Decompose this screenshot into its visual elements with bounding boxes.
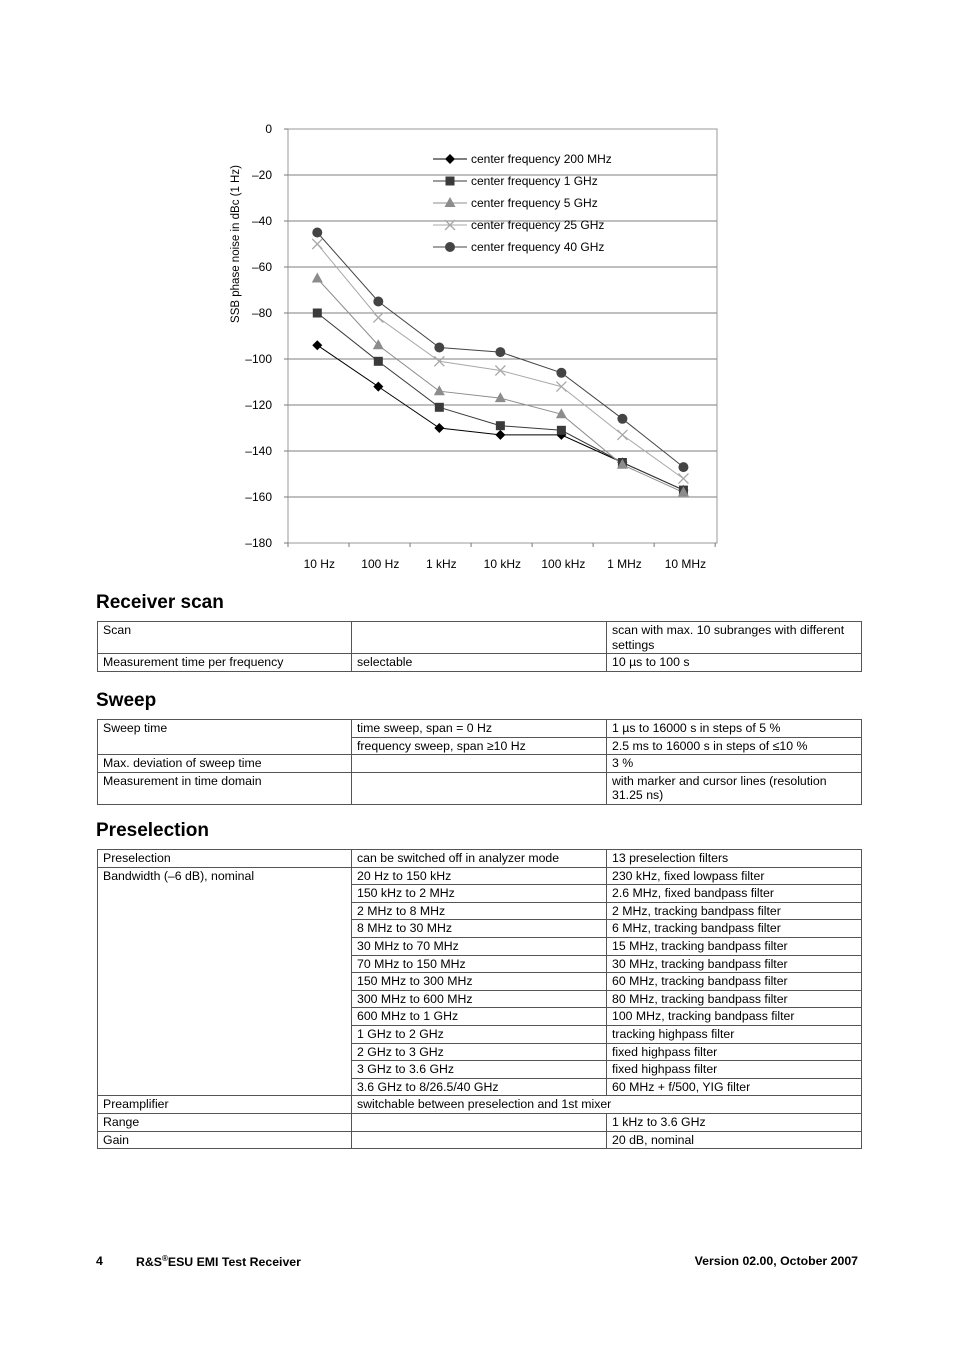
y-tick-label: –120: [245, 398, 272, 412]
table-row: [98, 867, 862, 885]
y-tick-label: –60: [251, 260, 272, 274]
legend-label: center frequency 40 GHz: [471, 240, 605, 254]
spec-condition: 30 MHz to 70 MHz: [352, 937, 607, 955]
data-point: [495, 347, 505, 357]
table-row: [98, 1131, 862, 1149]
spec-condition: 150 kHz to 2 MHz: [352, 885, 607, 903]
data-point: [312, 239, 322, 249]
y-tick-label: –140: [245, 444, 272, 458]
chart-series: [312, 228, 689, 497]
y-tick-label: –160: [245, 490, 272, 504]
spec-label: Sweep time: [98, 720, 352, 755]
y-axis-ticks: [245, 122, 288, 550]
spec-condition: 8 MHz to 30 MHz: [352, 920, 607, 938]
spec-value: fixed highpass filter: [607, 1061, 862, 1079]
spec-condition: selectable: [352, 654, 607, 672]
data-point: [617, 430, 627, 440]
spec-label: Gain: [98, 1131, 352, 1149]
footer-product-name: ESU EMI Test Receiver: [167, 1255, 301, 1270]
chart-legend: [433, 152, 612, 254]
section-title-receiver-scan: Receiver scan: [96, 592, 224, 613]
spec-condition: [352, 772, 607, 804]
spec-value: 2.6 MHz, fixed bandpass filter: [607, 885, 862, 903]
spec-condition: 300 MHz to 600 MHz: [352, 990, 607, 1008]
data-point: [313, 309, 322, 318]
spec-condition: 1 GHz to 2 GHz: [352, 1025, 607, 1043]
data-point: [556, 368, 566, 378]
data-point: [678, 462, 688, 472]
data-point: [678, 474, 688, 484]
spec-condition: 150 MHz to 300 MHz: [352, 973, 607, 991]
data-point: [312, 273, 323, 283]
legend-label: center frequency 25 GHz: [471, 218, 605, 232]
y-tick-label: –20: [251, 168, 272, 182]
spec-condition: 2 MHz to 8 MHz: [352, 902, 607, 920]
legend-marker: [446, 177, 455, 186]
spec-condition: can be switched off in analyzer mode: [352, 850, 607, 868]
data-point: [617, 414, 627, 424]
footer-page-number: 4: [96, 1254, 103, 1268]
spec-label: Measurement in time domain: [98, 772, 352, 804]
data-point: [435, 403, 444, 412]
data-point: [373, 297, 383, 307]
data-point: [496, 421, 505, 430]
y-tick-label: –180: [245, 536, 272, 550]
spec-condition: [352, 1113, 607, 1131]
spec-condition: frequency sweep, span ≥10 Hz: [352, 737, 607, 755]
spec-label: Preselection: [98, 850, 352, 868]
spec-value: 80 MHz, tracking bandpass filter: [607, 990, 862, 1008]
legend-label: center frequency 200 MHz: [471, 152, 612, 166]
spec-condition: time sweep, span = 0 Hz: [352, 720, 607, 738]
data-point: [434, 423, 444, 433]
x-axis-ticks: [288, 543, 715, 571]
footer-product: [136, 1254, 301, 1269]
data-point: [557, 426, 566, 435]
series-line: [317, 345, 683, 490]
preselection-table: [97, 849, 862, 1149]
spec-value: 1 kHz to 3.6 GHz: [607, 1113, 862, 1131]
spec-value: 10 µs to 100 s: [607, 654, 862, 672]
table-row: [98, 755, 862, 773]
y-tick-label: –100: [245, 352, 272, 366]
y-tick-label: –80: [251, 306, 272, 320]
x-tick-label: 100 kHz: [541, 557, 586, 571]
y-axis-label: SSB phase noise in dBc (1 Hz): [230, 165, 242, 323]
spec-value: 13 preselection filters: [607, 850, 862, 868]
receiver-scan-table: [97, 621, 862, 672]
spec-value: 100 MHz, tracking bandpass filter: [607, 1008, 862, 1026]
spec-condition: 70 MHz to 150 MHz: [352, 955, 607, 973]
table-row: [98, 772, 862, 804]
spec-label: Preamplifier: [98, 1096, 352, 1114]
plot-area-border: [288, 129, 717, 543]
table-row: [98, 1113, 862, 1131]
section-title-sweep: Sweep: [96, 690, 157, 711]
x-tick-label: 10 MHz: [664, 557, 707, 571]
spec-condition: 3.6 GHz to 8/26.5/40 GHz: [352, 1078, 607, 1096]
spec-value: fixed highpass filter: [607, 1043, 862, 1061]
section-title-preselection: Preselection: [96, 820, 209, 841]
spec-value: tracking highpass filter: [607, 1025, 862, 1043]
spec-condition: [352, 755, 607, 773]
table-row: [98, 720, 862, 738]
footer-version: Version 02.00, October 2007: [694, 1254, 858, 1268]
spec-value: 60 MHz, tracking bandpass filter: [607, 973, 862, 991]
spec-value: 2 MHz, tracking bandpass filter: [607, 902, 862, 920]
legend-label: center frequency 1 GHz: [471, 174, 598, 188]
spec-value: 60 MHz + f/500, YIG filter: [607, 1078, 862, 1096]
legend-marker: [445, 197, 456, 207]
spec-condition: [352, 622, 607, 654]
spec-value: switchable between preselection and 1st mixer: [352, 1096, 862, 1114]
spec-label: Scan: [98, 622, 352, 654]
data-point: [434, 385, 445, 395]
x-tick-label: 100 Hz: [361, 557, 400, 571]
spec-value: 30 MHz, tracking bandpass filter: [607, 955, 862, 973]
data-point: [373, 313, 383, 323]
x-tick-label: 10 Hz: [303, 557, 335, 571]
y-tick-label: 0: [265, 122, 272, 136]
spec-condition: [352, 1131, 607, 1149]
y-tick-label: –40: [251, 214, 272, 228]
spec-condition: 20 Hz to 150 kHz: [352, 867, 607, 885]
table-row: [98, 1096, 862, 1114]
data-point: [312, 228, 322, 238]
data-point: [495, 392, 506, 402]
spec-condition: 2 GHz to 3 GHz: [352, 1043, 607, 1061]
sweep-table: [97, 719, 862, 805]
spec-value: 20 dB, nominal: [607, 1131, 862, 1149]
data-point: [312, 340, 322, 350]
x-tick-label: 10 kHz: [483, 557, 522, 571]
spec-value: 1 µs to 16000 s in steps of 5 %: [607, 720, 862, 738]
legend-marker: [445, 154, 455, 164]
table-row: [98, 622, 862, 654]
spec-label: Bandwidth (–6 dB), nominal: [98, 867, 352, 1096]
table-row: [98, 654, 862, 672]
data-point: [374, 357, 383, 366]
spec-label: Range: [98, 1113, 352, 1131]
spec-condition: 600 MHz to 1 GHz: [352, 1008, 607, 1026]
spec-label: Max. deviation of sweep time: [98, 755, 352, 773]
spec-value: scan with max. 10 subranges with different settings: [607, 622, 862, 654]
spec-value: 2.5 ms to 16000 s in steps of ≤10 %: [607, 737, 862, 755]
data-point: [495, 366, 505, 376]
data-point: [556, 382, 566, 392]
spec-value: 15 MHz, tracking bandpass filter: [607, 937, 862, 955]
spec-value: 3 %: [607, 755, 862, 773]
table-row: [98, 850, 862, 868]
registered-mark: ®: [161, 1254, 168, 1263]
footer-brand: R&S: [136, 1255, 162, 1270]
legend-marker: [445, 242, 455, 252]
data-point: [373, 382, 383, 392]
spec-condition: 3 GHz to 3.6 GHz: [352, 1061, 607, 1079]
spec-value: 230 kHz, fixed lowpass filter: [607, 867, 862, 885]
spec-value: with marker and cursor lines (resolution 31.25 ns): [607, 772, 862, 804]
phase-noise-chart: [220, 120, 740, 585]
series-line: [317, 244, 683, 479]
data-point: [434, 356, 444, 366]
x-tick-label: 1 kHz: [425, 557, 457, 571]
data-point: [434, 343, 444, 353]
spec-label: Measurement time per frequency: [98, 654, 352, 672]
legend-label: center frequency 5 GHz: [471, 196, 598, 210]
x-tick-label: 1 MHz: [607, 557, 642, 571]
data-point: [495, 430, 505, 440]
spec-value: 6 MHz, tracking bandpass filter: [607, 920, 862, 938]
